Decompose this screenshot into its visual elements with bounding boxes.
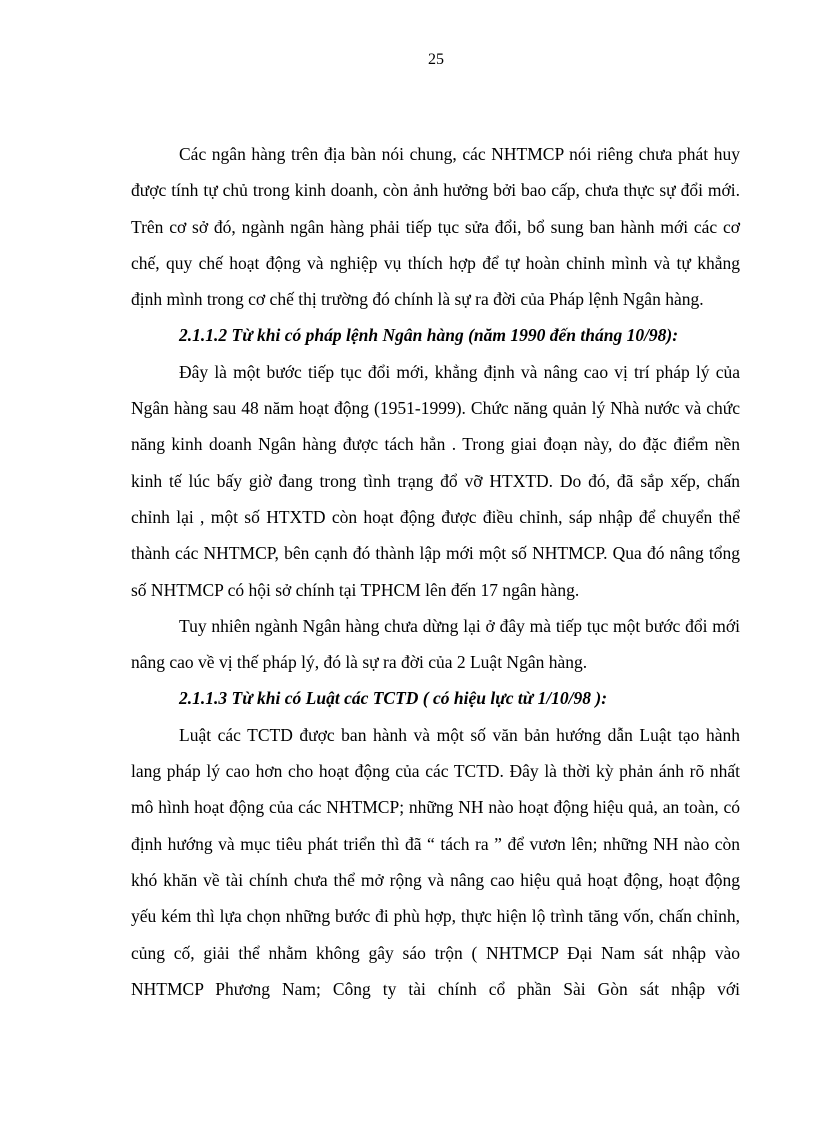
- paragraph-1: Các ngân hàng trên địa bàn nói chung, các NHTMCP nói riêng chưa phát huy được tính tự chủ trong kinh doanh, còn ảnh hưởng bởi bao cấp, chưa thực sự đổi mới. Trên cơ sở đó, ngành ngân hàng phải tiếp tục sửa đổi, bổ sung ban hành mới các cơ chế, quy chế hoạt động và nghiệp vụ thích hợp để tự hoàn chỉnh mình và tự khẳng định mình trong cơ chế thị trường đó chính là sự ra đời của Pháp lệnh Ngân hàng.: [131, 144, 740, 310]
- section-heading-2-1-1-2: 2.1.1.2 Từ khi có pháp lệnh Ngân hàng (năm 1990 đến tháng 10/98):: [179, 325, 679, 346]
- page-number: 25: [428, 51, 444, 68]
- paragraph-3: Tuy nhiên ngành Ngân hàng chưa dừng lại ở đây mà tiếp tục một bước đổi mới nâng cao về vị thế pháp lý, đó là sự ra đời của 2 Luật Ngân hàng.: [131, 615, 740, 673]
- paragraph-2: Đây là một bước tiếp tục đổi mới, khẳng định và nâng cao vị trí pháp lý của Ngân hàng sau 48 năm hoạt động (1951-1999). Chức năng quản lý Nhà nước và chức năng kinh doanh Ngân hàng được tách hẳn . Trong giai đoạn này, do đặc điểm nền kinh tế lúc bấy giờ đang trong tình trạng đổ vỡ HTXTD. Do đó, đã sắp xếp, chấn chỉnh lại , một số HTXTD còn hoạt động được điều chỉnh, sáp nhập để chuyển thể thành các NHTMCP, bên cạnh đó thành lập mới một số NHTMCP. Qua đó nâng tổng số NHTMCP có hội sở chính tại TPHCM lên đến 17 ngân hàng.: [131, 361, 740, 600]
- paragraph-4: Luật các TCTD được ban hành và một số văn bản hướng dẫn Luật tạo hành lang pháp lý cao hơn cho hoạt động của các TCTD. Đây là thời kỳ phản ánh rõ nhất mô hình hoạt động của các NHTMCP; những NH nào hoạt động hiệu quả, an toàn, có định hướng và mục tiêu phát triển thì đã “ tách ra ” để vươn lên; những NH nào còn khó khăn về tài chính chưa thể mở rộng và nâng cao hiệu quả hoạt động, hoạt động yếu kém thì lựa chọn những bước đi phù hợp, thực hiện lộ trình tăng vốn, chấn chỉnh, củng cố, giải thể nhằm không gây sáo trộn ( NHTMCP Đại Nam sát nhập vào NHTMCP Phương Nam; Công ty tài chính cổ phần Sài Gòn sát nhập với: [131, 724, 740, 999]
- section-heading-2-1-1-3: 2.1.1.3 Từ khi có Luật các TCTD ( có hiệu lực từ 1/10/98 ):: [179, 688, 608, 709]
- document-body: [131, 136, 740, 1007]
